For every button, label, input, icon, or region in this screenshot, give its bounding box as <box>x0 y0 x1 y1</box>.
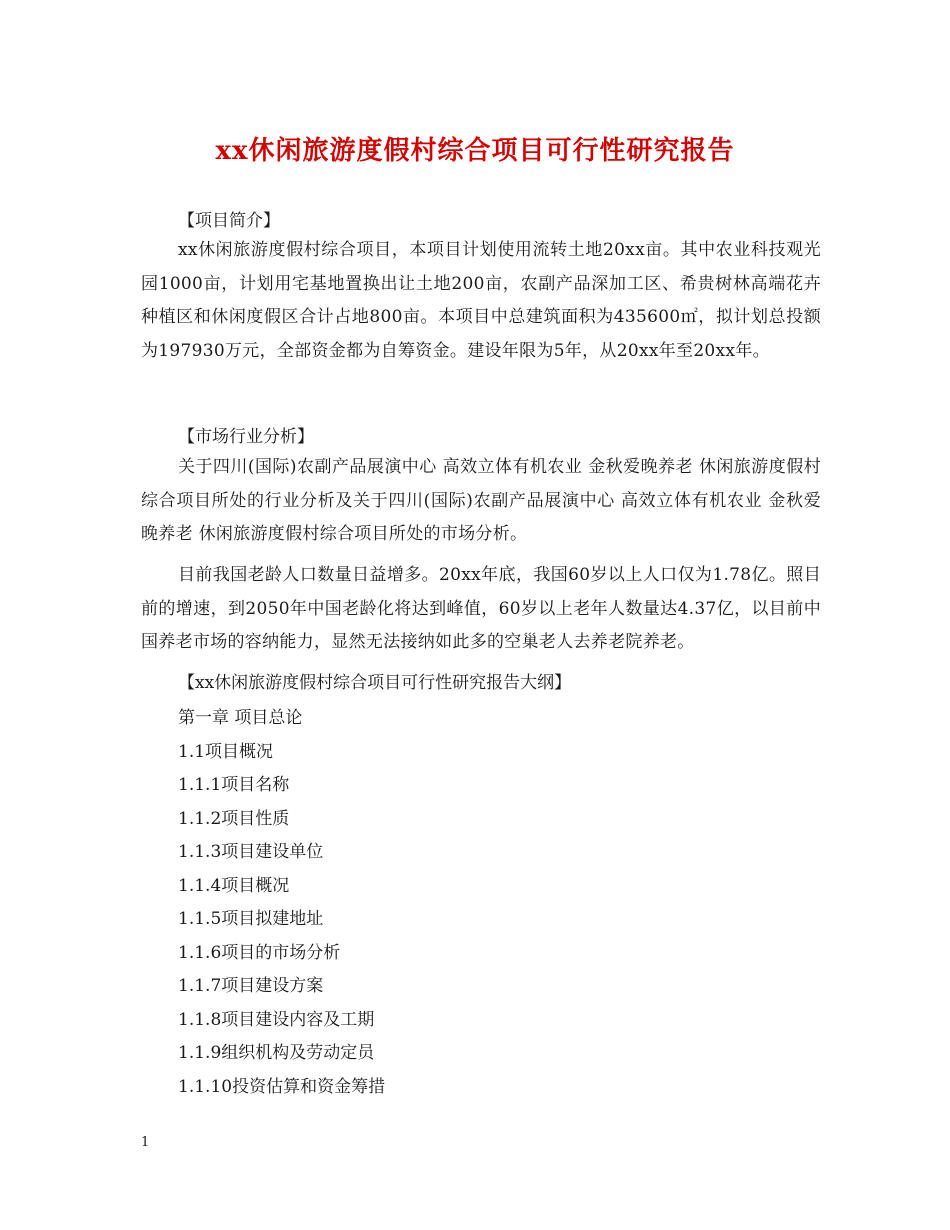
outline-item: 1.1.8项目建设内容及工期 <box>178 1010 375 1030</box>
document-title: xx休闲旅游度假村综合项目可行性研究报告 <box>215 136 735 166</box>
market-heading: 【市场行业分析】 <box>178 427 314 447</box>
market-paragraph-1: 关于四川(国际)农副产品展演中心 高效立体有机农业 金秋爱晚养老 休闲旅游度假村综合项目所处的行业分析及关于四川(国际)农副产品展演中心 高效立体有机农业 金秋爱晚养老 休闲旅游度假村综合项目所处的市场分析。 <box>141 457 821 544</box>
intro-paragraph: xx休闲旅游度假村综合项目，本项目计划使用流转土地20xx亩。其中农业科技观光园1000亩，计划用宅基地置换出让土地200亩，农副产品深加工区、希贵树林高端花卉种植区和休闲度假区合计占地800亩。本项目中总建筑面积为435600㎡，拟计划总投额为197930万元，全部资金都为自筹资金。建设年限为5年，从20xx年至20xx年。 <box>141 240 821 361</box>
outline-item: 1.1.6项目的市场分析 <box>178 943 341 963</box>
outline-item: 1.1.5项目拟建地址 <box>178 909 324 929</box>
outline-heading: 【xx休闲旅游度假村综合项目可行性研究报告大纲】 <box>178 673 572 693</box>
outline-item: 第一章 项目总论 <box>178 708 303 728</box>
market-paragraph-2: 目前我国老龄人口数量日益增多。20xx年底，我国60岁以上人口仅为1.78亿。照目前的增速，到2050年中国老龄化将达到峰值，60岁以上老年人数量达4.37亿，以目前中国养老市场的容纳能力，显然无法接纳如此多的空巢老人去养老院养老。 <box>141 565 821 652</box>
outline-item: 1.1.3项目建设单位 <box>178 842 324 862</box>
outline-item: 1.1.1项目名称 <box>178 775 290 795</box>
outline-item: 1.1.4项目概况 <box>178 876 290 896</box>
outline-item: 1.1.7项目建设方案 <box>178 976 324 996</box>
intro-heading: 【项目简介】 <box>178 211 280 231</box>
outline-item: 1.1.2项目性质 <box>178 809 290 829</box>
outline-item: 1.1.10投资估算和资金筹措 <box>178 1077 386 1097</box>
outline-item: 1.1项目概况 <box>178 742 274 762</box>
outline-item: 1.1.9组织机构及劳动定员 <box>178 1043 375 1063</box>
page-number: 1 <box>141 1135 150 1150</box>
